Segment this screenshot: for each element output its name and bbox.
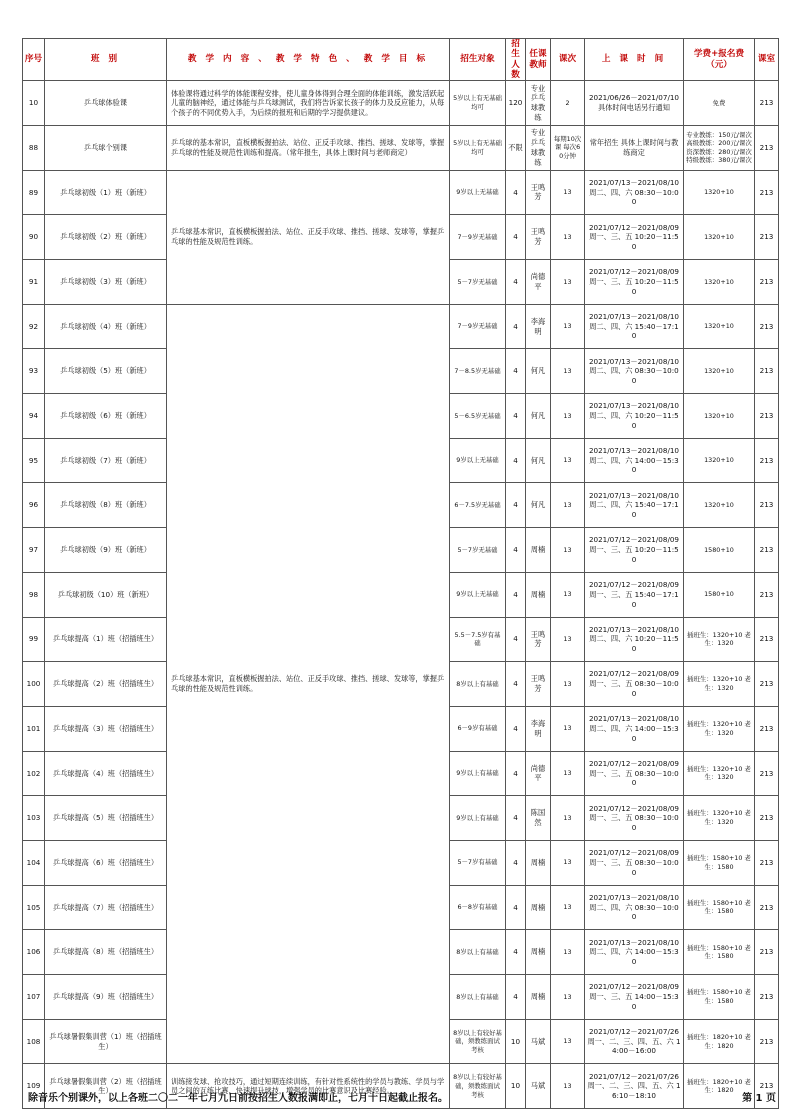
class-name-cell: 乒乓球初级（3）班（新班） xyxy=(45,260,167,305)
description-cell: 训练接发球、抢攻技巧，通过短期连续训练，有针对性系统性的学员与教练、学员与学员之间的互练比赛，快速提升球技，增强学员的比赛意识及比赛经验。 xyxy=(167,1064,450,1109)
room-cell: 213 xyxy=(755,260,779,305)
class-name-cell: 乒乓球个别课 xyxy=(45,125,167,170)
room-cell: 213 xyxy=(755,170,779,215)
lessons-cell: 13 xyxy=(551,394,585,439)
lessons-cell: 13 xyxy=(551,483,585,528)
time-cell: 2021/07/12－2021/08/09 周一、三、五 08:30－10:00 xyxy=(585,751,684,796)
count-cell: 4 xyxy=(506,438,526,483)
teacher-cell: 李海明 xyxy=(526,304,551,349)
class-name-cell: 乒乓球提高（1）班（招插班生） xyxy=(45,617,167,662)
fee-cell: 1580+10 xyxy=(684,572,755,617)
target-cell: 5－7岁无基础 xyxy=(450,260,506,305)
table-row xyxy=(23,81,779,126)
time-cell: 常年招生 具体上课时间与教练商定 xyxy=(585,125,684,170)
fee-cell: 插班生：1320+10 老 生：1320 xyxy=(684,796,755,841)
target-cell: 6－7.5岁无基础 xyxy=(450,483,506,528)
room-cell: 213 xyxy=(755,572,779,617)
time-cell: 2021/07/13－2021/08/10 周二、四、六 08:30－10:00 xyxy=(585,885,684,930)
lessons-cell: 13 xyxy=(551,1064,585,1109)
class-name-cell: 乒乓球初级（9）班（新班） xyxy=(45,528,167,573)
count-cell: 4 xyxy=(506,975,526,1020)
header-target: 招生对象 xyxy=(450,39,506,81)
target-cell: 5－7岁有基础 xyxy=(450,840,506,885)
class-name-cell: 乒乓球提高（9）班（招插班生） xyxy=(45,975,167,1020)
teacher-cell: 周楠 xyxy=(526,885,551,930)
time-cell: 2021/06/26－2021/07/10 具体时间电话另行通知 xyxy=(585,81,684,126)
count-cell: 120 xyxy=(506,81,526,126)
room-cell: 213 xyxy=(755,840,779,885)
lessons-cell: 13 xyxy=(551,304,585,349)
room-cell: 213 xyxy=(755,528,779,573)
lessons-cell: 2 xyxy=(551,81,585,126)
description-cell: 乒乓球基本常识，直板横板握拍法、站位、正反手攻球、推挡、搓球、发球等，掌握乒乓球的性能及规范性训练。 xyxy=(167,170,450,304)
lessons-cell: 13 xyxy=(551,170,585,215)
description-cell: 乒乓球的基本常识，直板横板握拍法、站位、正反手攻球、推挡、搓球、发球等，掌握乒乓球的性能及规范性训练和提高。（常年报生，具体上课时间与老师商定） xyxy=(167,125,450,170)
teacher-cell: 周楠 xyxy=(526,975,551,1020)
room-cell: 213 xyxy=(755,483,779,528)
time-cell: 2021/07/13－2021/08/10 周二、四、六 10:20－11:50 xyxy=(585,394,684,439)
time-cell: 2021/07/13－2021/08/10 周二、四、六 15:40－17:10 xyxy=(585,304,684,349)
class-name-cell: 乒乓球提高（3）班（招插班生） xyxy=(45,706,167,751)
time-cell: 2021/07/13－2021/08/10 周二、四、六 14:00－15:30 xyxy=(585,438,684,483)
class-name-cell: 乒乓球暑假集训营（1）班（招插班生） xyxy=(45,1019,167,1064)
room-cell: 213 xyxy=(755,438,779,483)
seq-cell: 99 xyxy=(23,617,45,662)
class-name-cell: 乒乓球提高（8）班（招插班生） xyxy=(45,930,167,975)
seq-cell: 104 xyxy=(23,840,45,885)
count-cell: 4 xyxy=(506,304,526,349)
fee-cell: 插班生：1320+10 老 生：1320 xyxy=(684,751,755,796)
fee-cell: 插班生：1320+10 老 生：1320 xyxy=(684,706,755,751)
room-cell: 213 xyxy=(755,617,779,662)
count-cell: 4 xyxy=(506,840,526,885)
room-cell: 213 xyxy=(755,662,779,707)
seq-cell: 88 xyxy=(23,125,45,170)
count-cell: 4 xyxy=(506,394,526,439)
room-cell: 213 xyxy=(755,706,779,751)
class-name-cell: 乒乓球初级（2）班（新班） xyxy=(45,215,167,260)
time-cell: 2021/07/13－2021/08/10 周二、四、六 15:40－17:10 xyxy=(585,483,684,528)
target-cell: 9岁以上无基础 xyxy=(450,170,506,215)
count-cell: 4 xyxy=(506,706,526,751)
time-cell: 2021/07/13－2021/08/10 周二、四、六 14:00－15:30 xyxy=(585,930,684,975)
target-cell: 8岁以上有基础 xyxy=(450,975,506,1020)
header-fee: 学费+报名费（元） xyxy=(684,39,755,81)
target-cell: 8岁以上有基础 xyxy=(450,930,506,975)
page-footer xyxy=(28,1089,776,1109)
seq-cell: 101 xyxy=(23,706,45,751)
class-name-cell: 乒乓球初级（1）班（新班） xyxy=(45,170,167,215)
room-cell: 213 xyxy=(755,751,779,796)
time-cell: 2021/07/12－2021/08/09 周一、三、五 10:20－11:50 xyxy=(585,215,684,260)
room-cell: 213 xyxy=(755,304,779,349)
teacher-cell: 李海明 xyxy=(526,706,551,751)
table-row xyxy=(23,304,779,349)
time-cell: 2021/07/12－2021/07/26 周一、二、三、四、五、六 14:00－16:00 xyxy=(585,1019,684,1064)
target-cell: 6－9岁有基础 xyxy=(450,706,506,751)
lessons-cell: 13 xyxy=(551,662,585,707)
count-cell: 4 xyxy=(506,662,526,707)
time-cell: 2021/07/12－2021/08/09 周一、三、五 08:30－10:00 xyxy=(585,796,684,841)
fee-cell: 插班生：1320+10 老 生：1320 xyxy=(684,617,755,662)
seq-cell: 106 xyxy=(23,930,45,975)
count-cell: 4 xyxy=(506,170,526,215)
header-teacher: 任课教师 xyxy=(526,39,551,81)
room-cell: 213 xyxy=(755,1064,779,1109)
description-cell: 体验课将通过科学的体能课程安排，使儿童身体得到合理全面的体能训练，激发活跃起儿童的脑神经，通过体能与乒乓球测试，我们将告诉家长孩子的体力及反应能力，从每个孩子的不同优势入手，为后续的报班和后期的学习提供建议。 xyxy=(167,81,450,126)
teacher-cell: 何凡 xyxy=(526,349,551,394)
room-cell: 213 xyxy=(755,394,779,439)
class-name-cell: 乒乓球暑假集训营（2）班（招插班生） xyxy=(45,1064,167,1109)
lessons-cell: 13 xyxy=(551,840,585,885)
class-name-cell: 乒乓球初级（5）班（新班） xyxy=(45,349,167,394)
header-seq: 序号 xyxy=(23,39,45,81)
target-cell: 5岁以上有无基础均可 xyxy=(450,125,506,170)
lessons-cell: 13 xyxy=(551,751,585,796)
table-body xyxy=(23,81,779,1109)
seq-cell: 96 xyxy=(23,483,45,528)
room-cell: 213 xyxy=(755,215,779,260)
target-cell: 9岁以上无基础 xyxy=(450,572,506,617)
class-name-cell: 乒乓球体验课 xyxy=(45,81,167,126)
class-name-cell: 乒乓球初级（10）班（新班） xyxy=(45,572,167,617)
time-cell: 2021/07/12－2021/07/26 周一、二、三、四、五、六 16:10－18:10 xyxy=(585,1064,684,1109)
class-name-cell: 乒乓球初级（4）班（新班） xyxy=(45,304,167,349)
target-cell: 5岁以上有无基础均可 xyxy=(450,81,506,126)
lessons-cell: 13 xyxy=(551,706,585,751)
teacher-cell: 尚德平 xyxy=(526,751,551,796)
lessons-cell: 13 xyxy=(551,1019,585,1064)
header-room: 课室 xyxy=(755,39,779,81)
class-name-cell: 乒乓球提高（2）班（招插班生） xyxy=(45,662,167,707)
teacher-cell: 王鸣芳 xyxy=(526,215,551,260)
seq-cell: 100 xyxy=(23,662,45,707)
fee-cell: 1580+10 xyxy=(684,528,755,573)
count-cell: 4 xyxy=(506,215,526,260)
room-cell: 213 xyxy=(755,930,779,975)
fee-cell: 1320+10 xyxy=(684,349,755,394)
class-name-cell: 乒乓球初级（8）班（新班） xyxy=(45,483,167,528)
target-cell: 6－8岁有基础 xyxy=(450,885,506,930)
time-cell: 2021/07/13－2021/08/10 周二、四、六 08:30－10:00 xyxy=(585,349,684,394)
count-cell: 10 xyxy=(506,1019,526,1064)
target-cell: 5.5－7.5岁有基础 xyxy=(450,617,506,662)
lessons-cell: 13 xyxy=(551,528,585,573)
count-cell: 4 xyxy=(506,930,526,975)
fee-cell: 插班生：1580+10 老 生：1580 xyxy=(684,885,755,930)
count-cell: 10 xyxy=(506,1064,526,1109)
fee-cell: 专业教练：150元/课次 高级教练：200元/课次 资深教练：280元/课次 特级教练：380元/课次 xyxy=(684,125,755,170)
class-schedule-table xyxy=(22,38,779,1109)
count-cell: 不限 xyxy=(506,125,526,170)
room-cell: 213 xyxy=(755,125,779,170)
seq-cell: 91 xyxy=(23,260,45,305)
seq-cell: 97 xyxy=(23,528,45,573)
time-cell: 2021/07/13－2021/08/10 周二、四、六 08:30－10:00 xyxy=(585,170,684,215)
count-cell: 4 xyxy=(506,572,526,617)
table-row xyxy=(23,170,779,215)
count-cell: 4 xyxy=(506,885,526,930)
lessons-cell: 每期10次课 每次60分钟 xyxy=(551,125,585,170)
lessons-cell: 13 xyxy=(551,975,585,1020)
lessons-cell: 13 xyxy=(551,215,585,260)
teacher-cell: 王鸣芳 xyxy=(526,617,551,662)
fee-cell: 1320+10 xyxy=(684,394,755,439)
lessons-cell: 13 xyxy=(551,260,585,305)
seq-cell: 89 xyxy=(23,170,45,215)
lessons-cell: 13 xyxy=(551,930,585,975)
room-cell: 213 xyxy=(755,885,779,930)
time-cell: 2021/07/12－2021/08/09 周一、三、五 08:30－10:00 xyxy=(585,662,684,707)
seq-cell: 93 xyxy=(23,349,45,394)
header-count: 招生人数 xyxy=(506,39,526,81)
count-cell: 4 xyxy=(506,617,526,662)
fee-cell: 插班生：1580+10 老 生：1580 xyxy=(684,840,755,885)
teacher-cell: 何凡 xyxy=(526,483,551,528)
seq-cell: 105 xyxy=(23,885,45,930)
table-row xyxy=(23,125,779,170)
lessons-cell: 13 xyxy=(551,796,585,841)
target-cell: 8岁以上有基础 xyxy=(450,662,506,707)
seq-cell: 92 xyxy=(23,304,45,349)
header-time: 上 课 时 间 xyxy=(585,39,684,81)
teacher-cell: 专业乒乓球教练 xyxy=(526,125,551,170)
page-number: 第 1 页 xyxy=(742,1093,776,1104)
room-cell: 213 xyxy=(755,1019,779,1064)
time-cell: 2021/07/13－2021/08/10 周二、四、六 14:00－15:30 xyxy=(585,706,684,751)
time-cell: 2021/07/12－2021/08/09 周一、三、五 10:20－11:50 xyxy=(585,260,684,305)
teacher-cell: 马斌 xyxy=(526,1064,551,1109)
lessons-cell: 13 xyxy=(551,617,585,662)
target-cell: 7－9岁无基础 xyxy=(450,304,506,349)
room-cell: 213 xyxy=(755,796,779,841)
target-cell: 7－9岁无基础 xyxy=(450,215,506,260)
teacher-cell: 陈国然 xyxy=(526,796,551,841)
room-cell: 213 xyxy=(755,81,779,126)
header-content: 教 学 内 容 、 教 学 特 色 、 教 学 目 标 xyxy=(167,39,450,81)
time-cell: 2021/07/12－2021/08/09 周一、三、五 14:00－15:30 xyxy=(585,975,684,1020)
target-cell: 7－8.5岁无基础 xyxy=(450,349,506,394)
teacher-cell: 尚德平 xyxy=(526,260,551,305)
target-cell: 8岁以上有较好基础，须教练面试考核 xyxy=(450,1064,506,1109)
teacher-cell: 专业乒乓球教练 xyxy=(526,81,551,126)
seq-cell: 10 xyxy=(23,81,45,126)
lessons-cell: 13 xyxy=(551,885,585,930)
seq-cell: 94 xyxy=(23,394,45,439)
teacher-cell: 周楠 xyxy=(526,528,551,573)
fee-cell: 插班生：1580+10 老 生：1580 xyxy=(684,975,755,1020)
count-cell: 4 xyxy=(506,528,526,573)
teacher-cell: 何凡 xyxy=(526,438,551,483)
count-cell: 4 xyxy=(506,349,526,394)
fee-cell: 1320+10 xyxy=(684,438,755,483)
count-cell: 4 xyxy=(506,796,526,841)
header-class: 班 别 xyxy=(45,39,167,81)
room-cell: 213 xyxy=(755,975,779,1020)
class-name-cell: 乒乓球提高（7）班（招插班生） xyxy=(45,885,167,930)
seq-cell: 108 xyxy=(23,1019,45,1064)
description-cell: 乒乓球基本常识，直板横板握拍法、站位、正反手攻球、推挡、搓球、发球等，掌握乒乓球的性能及规范性训练。 xyxy=(167,304,450,1064)
time-cell: 2021/07/12－2021/08/09 周一、三、五 08:30－10:00 xyxy=(585,840,684,885)
header-lessons: 课次 xyxy=(551,39,585,81)
count-cell: 4 xyxy=(506,260,526,305)
teacher-cell: 何凡 xyxy=(526,394,551,439)
fee-cell: 插班生：1820+10 老 生：1820 xyxy=(684,1064,755,1109)
fee-cell: 1320+10 xyxy=(684,483,755,528)
teacher-cell: 王鸣芳 xyxy=(526,662,551,707)
fee-cell: 1320+10 xyxy=(684,260,755,305)
seq-cell: 95 xyxy=(23,438,45,483)
room-cell: 213 xyxy=(755,349,779,394)
count-cell: 4 xyxy=(506,751,526,796)
teacher-cell: 马斌 xyxy=(526,1019,551,1064)
time-cell: 2021/07/12－2021/08/09 周一、三、五 10:20－11:50 xyxy=(585,528,684,573)
seq-cell: 98 xyxy=(23,572,45,617)
target-cell: 5－6.5岁无基础 xyxy=(450,394,506,439)
target-cell: 5－7岁无基础 xyxy=(450,528,506,573)
count-cell: 4 xyxy=(506,483,526,528)
teacher-cell: 王鸣芳 xyxy=(526,170,551,215)
seq-cell: 109 xyxy=(23,1064,45,1109)
fee-cell: 1320+10 xyxy=(684,215,755,260)
teacher-cell: 周楠 xyxy=(526,840,551,885)
fee-cell: 插班生：1320+10 老 生：1320 xyxy=(684,662,755,707)
enrollment-deadline-note: 除音乐个别课外，以上各班二〇二一年七月九日前按招生人数报满即止，七月十日起截止报名。 xyxy=(28,1093,448,1104)
class-name-cell: 乒乓球初级（7）班（新班） xyxy=(45,438,167,483)
seq-cell: 90 xyxy=(23,215,45,260)
table-header-row xyxy=(23,39,779,81)
time-cell: 2021/07/13－2021/08/10 周二、四、六 10:20－11:50 xyxy=(585,617,684,662)
lessons-cell: 13 xyxy=(551,572,585,617)
class-name-cell: 乒乓球提高（4）班（招插班生） xyxy=(45,751,167,796)
target-cell: 9岁以上有基础 xyxy=(450,796,506,841)
teacher-cell: 周楠 xyxy=(526,930,551,975)
target-cell: 9岁以上有基础 xyxy=(450,751,506,796)
target-cell: 9岁以上无基础 xyxy=(450,438,506,483)
seq-cell: 103 xyxy=(23,796,45,841)
target-cell: 8岁以上有较好基础，须教练面试考核 xyxy=(450,1019,506,1064)
lessons-cell: 13 xyxy=(551,349,585,394)
time-cell: 2021/07/12－2021/08/09 周一、三、五 15:40－17:10 xyxy=(585,572,684,617)
class-name-cell: 乒乓球提高（5）班（招插班生） xyxy=(45,796,167,841)
class-name-cell: 乒乓球初级（6）班（新班） xyxy=(45,394,167,439)
seq-cell: 102 xyxy=(23,751,45,796)
fee-cell: 1320+10 xyxy=(684,304,755,349)
fee-cell: 插班生：1820+10 老 生：1820 xyxy=(684,1019,755,1064)
fee-cell: 免费 xyxy=(684,81,755,126)
fee-cell: 插班生：1580+10 老 生：1580 xyxy=(684,930,755,975)
enrollment-sheet xyxy=(22,38,778,1109)
seq-cell: 107 xyxy=(23,975,45,1020)
class-name-cell: 乒乓球提高（6）班（招插班生） xyxy=(45,840,167,885)
fee-cell: 1320+10 xyxy=(684,170,755,215)
lessons-cell: 13 xyxy=(551,438,585,483)
teacher-cell: 周楠 xyxy=(526,572,551,617)
